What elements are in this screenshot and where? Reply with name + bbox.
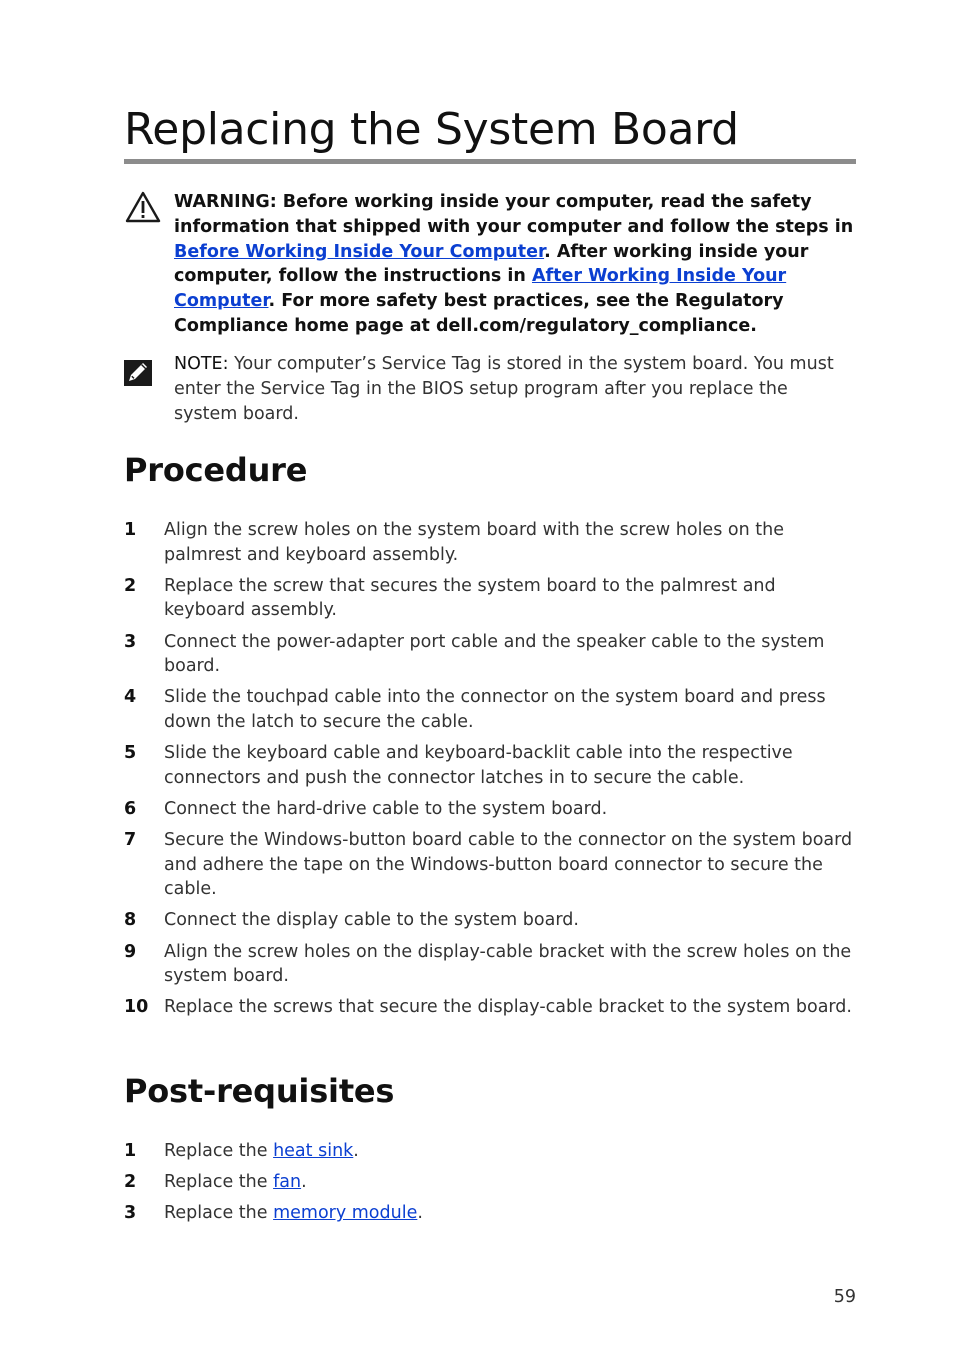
- step-text: Connect the power-adapter port cable and the speaker cable to the system board.: [164, 631, 825, 677]
- step-text: Replace the: [164, 1172, 274, 1193]
- post-requisite-link[interactable]: heat sink: [273, 1141, 354, 1161]
- post-requisite-link[interactable]: memory module: [273, 1203, 418, 1224]
- note-body: Your computer’s Service Tag is stored in the system board. You must enter the Service Tag in the BIOS setup program after you replace the system board.: [174, 354, 834, 424]
- note-label: NOTE:: [174, 354, 229, 374]
- list-item: [124, 1170, 856, 1195]
- step-text: Replace the screws that secure the display-cable bracket to the system board.: [164, 997, 852, 1018]
- step-number: 2: [124, 575, 137, 596]
- title-underline: [124, 159, 856, 164]
- step-number: 1: [124, 520, 137, 540]
- warning-triangle-icon: [124, 190, 162, 226]
- list-item: [124, 574, 856, 623]
- list-item: [124, 518, 856, 567]
- step-number: 7: [124, 830, 137, 851]
- step-text: Slide the keyboard cable and keyboard-backlit cable into the respective connectors and push the connector latches in to secure the cable.: [164, 743, 793, 788]
- list-item: [124, 908, 856, 933]
- step-number: 3: [124, 631, 137, 652]
- step-text: .: [353, 1141, 359, 1161]
- step-text: Slide the touchpad cable into the connector on the system board and press down the latch to secure the cable.: [164, 687, 826, 732]
- list-item: [124, 797, 856, 822]
- step-text: Connect the display cable to the system board.: [164, 910, 579, 931]
- page-title: Replacing the System Board: [124, 104, 739, 155]
- list-item: [124, 741, 856, 790]
- step-number: 5: [124, 743, 137, 764]
- pencil-note-icon: [124, 358, 162, 394]
- note-text: [174, 352, 856, 426]
- list-item: [124, 940, 856, 989]
- step-text: Align the screw holes on the system board with the screw holes on the palmrest and keyboard assembly.: [164, 520, 784, 565]
- document-page: [124, 0, 856, 1366]
- warning-text: [174, 190, 856, 339]
- list-item: [124, 685, 856, 734]
- step-number: 2: [124, 1172, 137, 1193]
- step-text: Replace the screw that secures the system board to the palmrest and keyboard assembly.: [164, 575, 776, 621]
- warning-text-part: WARNING: Before working inside your computer, read the safety information that shipped with your computer and follow the steps in: [174, 192, 854, 237]
- step-text: Secure the Windows-button board cable to the connector on the system board and adhere the tape on the Windows-button board connector to secure the cable.: [164, 830, 853, 900]
- list-item: [124, 995, 856, 1020]
- step-text: .: [301, 1172, 307, 1193]
- warning-text-part: . After working inside your computer, follow the instructions in: [174, 241, 809, 287]
- step-number: 1: [124, 1141, 137, 1161]
- warning-text-part: . For more safety best practices, see the Regulatory Compliance home page at dell.com/regulatory_compliance.: [174, 291, 784, 336]
- post-requisites-heading: Post-requisites: [124, 1072, 395, 1110]
- step-number: 10: [124, 997, 149, 1018]
- step-number: 9: [124, 941, 137, 962]
- step-number: 8: [124, 910, 137, 931]
- step-number: 3: [124, 1203, 137, 1224]
- step-number: 4: [124, 687, 137, 708]
- step-text: Replace the: [164, 1203, 274, 1224]
- post-requisites-steps: [124, 1139, 856, 1233]
- list-item: [124, 1139, 856, 1164]
- procedure-steps: [124, 518, 856, 1027]
- step-text: .: [417, 1203, 423, 1224]
- step-number: 6: [124, 798, 137, 819]
- post-requisite-link[interactable]: fan: [273, 1172, 302, 1193]
- before-working-link[interactable]: Before Working Inside Your Computer: [174, 241, 545, 262]
- list-item: [124, 1201, 856, 1226]
- step-text: Connect the hard-drive cable to the system board.: [164, 798, 608, 819]
- step-text: Replace the: [164, 1141, 274, 1161]
- list-item: [124, 630, 856, 679]
- step-text: Align the screw holes on the display-cable bracket with the screw holes on the system board.: [164, 941, 852, 987]
- procedure-heading: Procedure: [124, 451, 308, 489]
- after-working-link[interactable]: After Working Inside Your Computer: [174, 266, 787, 312]
- page-number: 59: [833, 1287, 856, 1307]
- list-item: [124, 828, 856, 902]
